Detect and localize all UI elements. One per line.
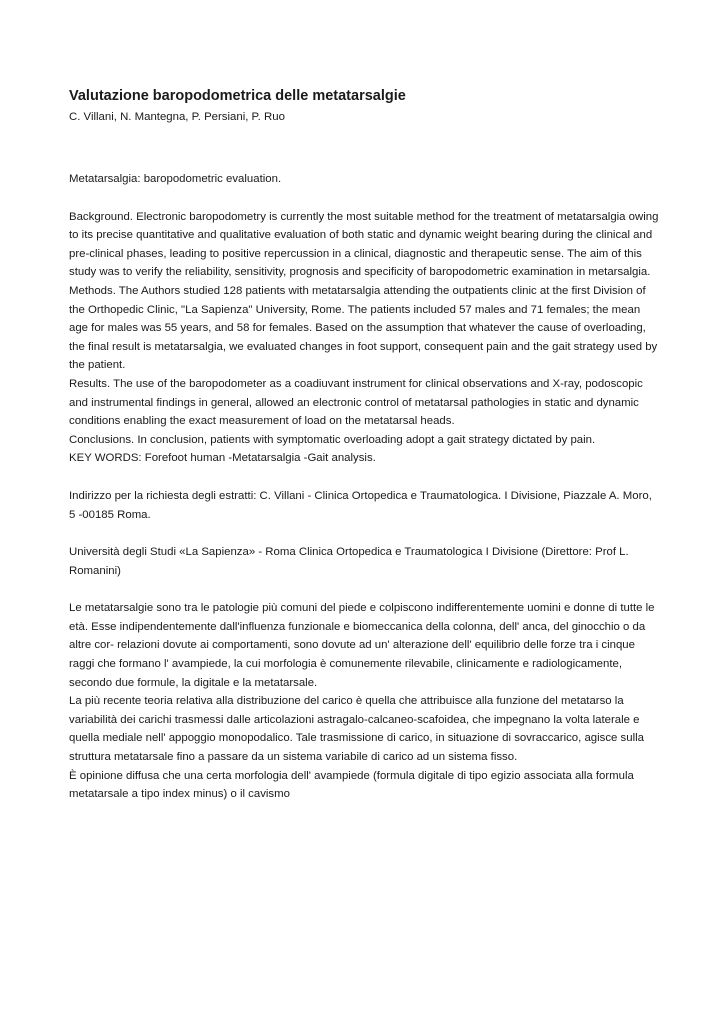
abstract-methods: Methods. The Authors studied 128 patients with metatarsalgia attending the outpatients clinic at the first Division of the Orthopedic Clinic, "La Sapienza" University, Rome. The patients included 57 males and 71 females; the mean age for males was 55 years, and 58 for females. Based on the assumption that whatever the cause of overloading, the final result is metatarsalgia, we evaluated changes in foot support, consequent pain and the gait strategy used by the patient.	[69, 284, 658, 372]
correspondence-address: Indirizzo per la richiesta degli estratti: C. Villani - Clinica Ortopedica e Traumatologica. I Divisione, Piazzale A. Moro, 5 -00185 Roma.	[69, 489, 652, 521]
body-paragraph: È opinione diffusa che una certa morfologia dell' avampiede (formula digitale di tipo egizio associata alla formula metatarsale a tipo index minus) o il cavismo	[69, 769, 634, 801]
document-page	[69, 86, 659, 804]
abstract-keywords: KEY WORDS: Forefoot human -Metatarsalgia -Gait analysis.	[69, 452, 376, 465]
paper-authors: C. Villani, N. Mantegna, P. Persiani, P. Ruo	[69, 111, 285, 123]
abstract-results: Results. The use of the baropodometer as a coadiuvant instrument for clinical observations and X-ray, podoscopic and instrumental findings in general, allowed an electronic control of metatarsal pathologies in static and dynamic conditions enabling the exact measurement of load on the metatarsal heads.	[69, 377, 643, 428]
body-paragraph: La più recente teoria relativa alla distribuzione del carico è quella che attribuisce alla funzione del metatarso la variabilità dei carichi trasmessi dalle articolazioni astragalo-calcaneo-scafoidea, che impegnano la volta laterale e quella mediale nell' appoggio monopodalico. Tale trasmissione di carico, in situazione di sovraccarico, agisce sulla struttura metatarsale fino a passare da un sistema variabile di carico ad un sistema fisso.	[69, 695, 644, 764]
abstract	[69, 208, 659, 468]
affiliation: Università degli Studi «La Sapienza» - Roma Clinica Ortopedica e Traumatologica I Divisione (Direttore: Prof L. Romanini)	[69, 546, 629, 577]
abstract-conclusions: Conclusions. In conclusion, patients with symptomatic overloading adopt a gait strategy dictated by pain.	[69, 433, 596, 446]
abstract-background: Background. Electronic baropodometry is currently the most suitable method for the treatment of metatarsalgia owing to its precise quantitative and qualitative evaluation of both static and dynamic weight bearing during the clinical and pre-clinical phases, leading to positive repercussion in a clinical, diagnostic and therapeutic sense. The aim of this study was to verify the reliability, sensitivity, prognosis and specificity of baropodometric examination in metarsalgia.	[69, 210, 659, 279]
english-title: Metatarsalgia: baropodometric evaluation.	[69, 173, 282, 185]
body-text	[69, 599, 659, 804]
paper-title: Valutazione baropodometrica delle metatarsalgie	[69, 88, 406, 104]
body-paragraph: Le metatarsalgie sono tra le patologie più comuni del piede e colpiscono indifferentemente uomini e donne di tutte le età. Esse indipendentemente dall'influenza funzionale e biomeccanica della colonna, dell' anca, del ginocchio o da altre cor- relazioni dovute ai comportamenti, sono dovute ad un' alterazione dell' equilibrio delle forze tra i cinque raggi che formano l' avampiede, la cui morfologia è comunemente rilevabile, clinicamente e radiologicamente, secondo due formule, la digitale e la metatarsale.	[69, 602, 655, 689]
